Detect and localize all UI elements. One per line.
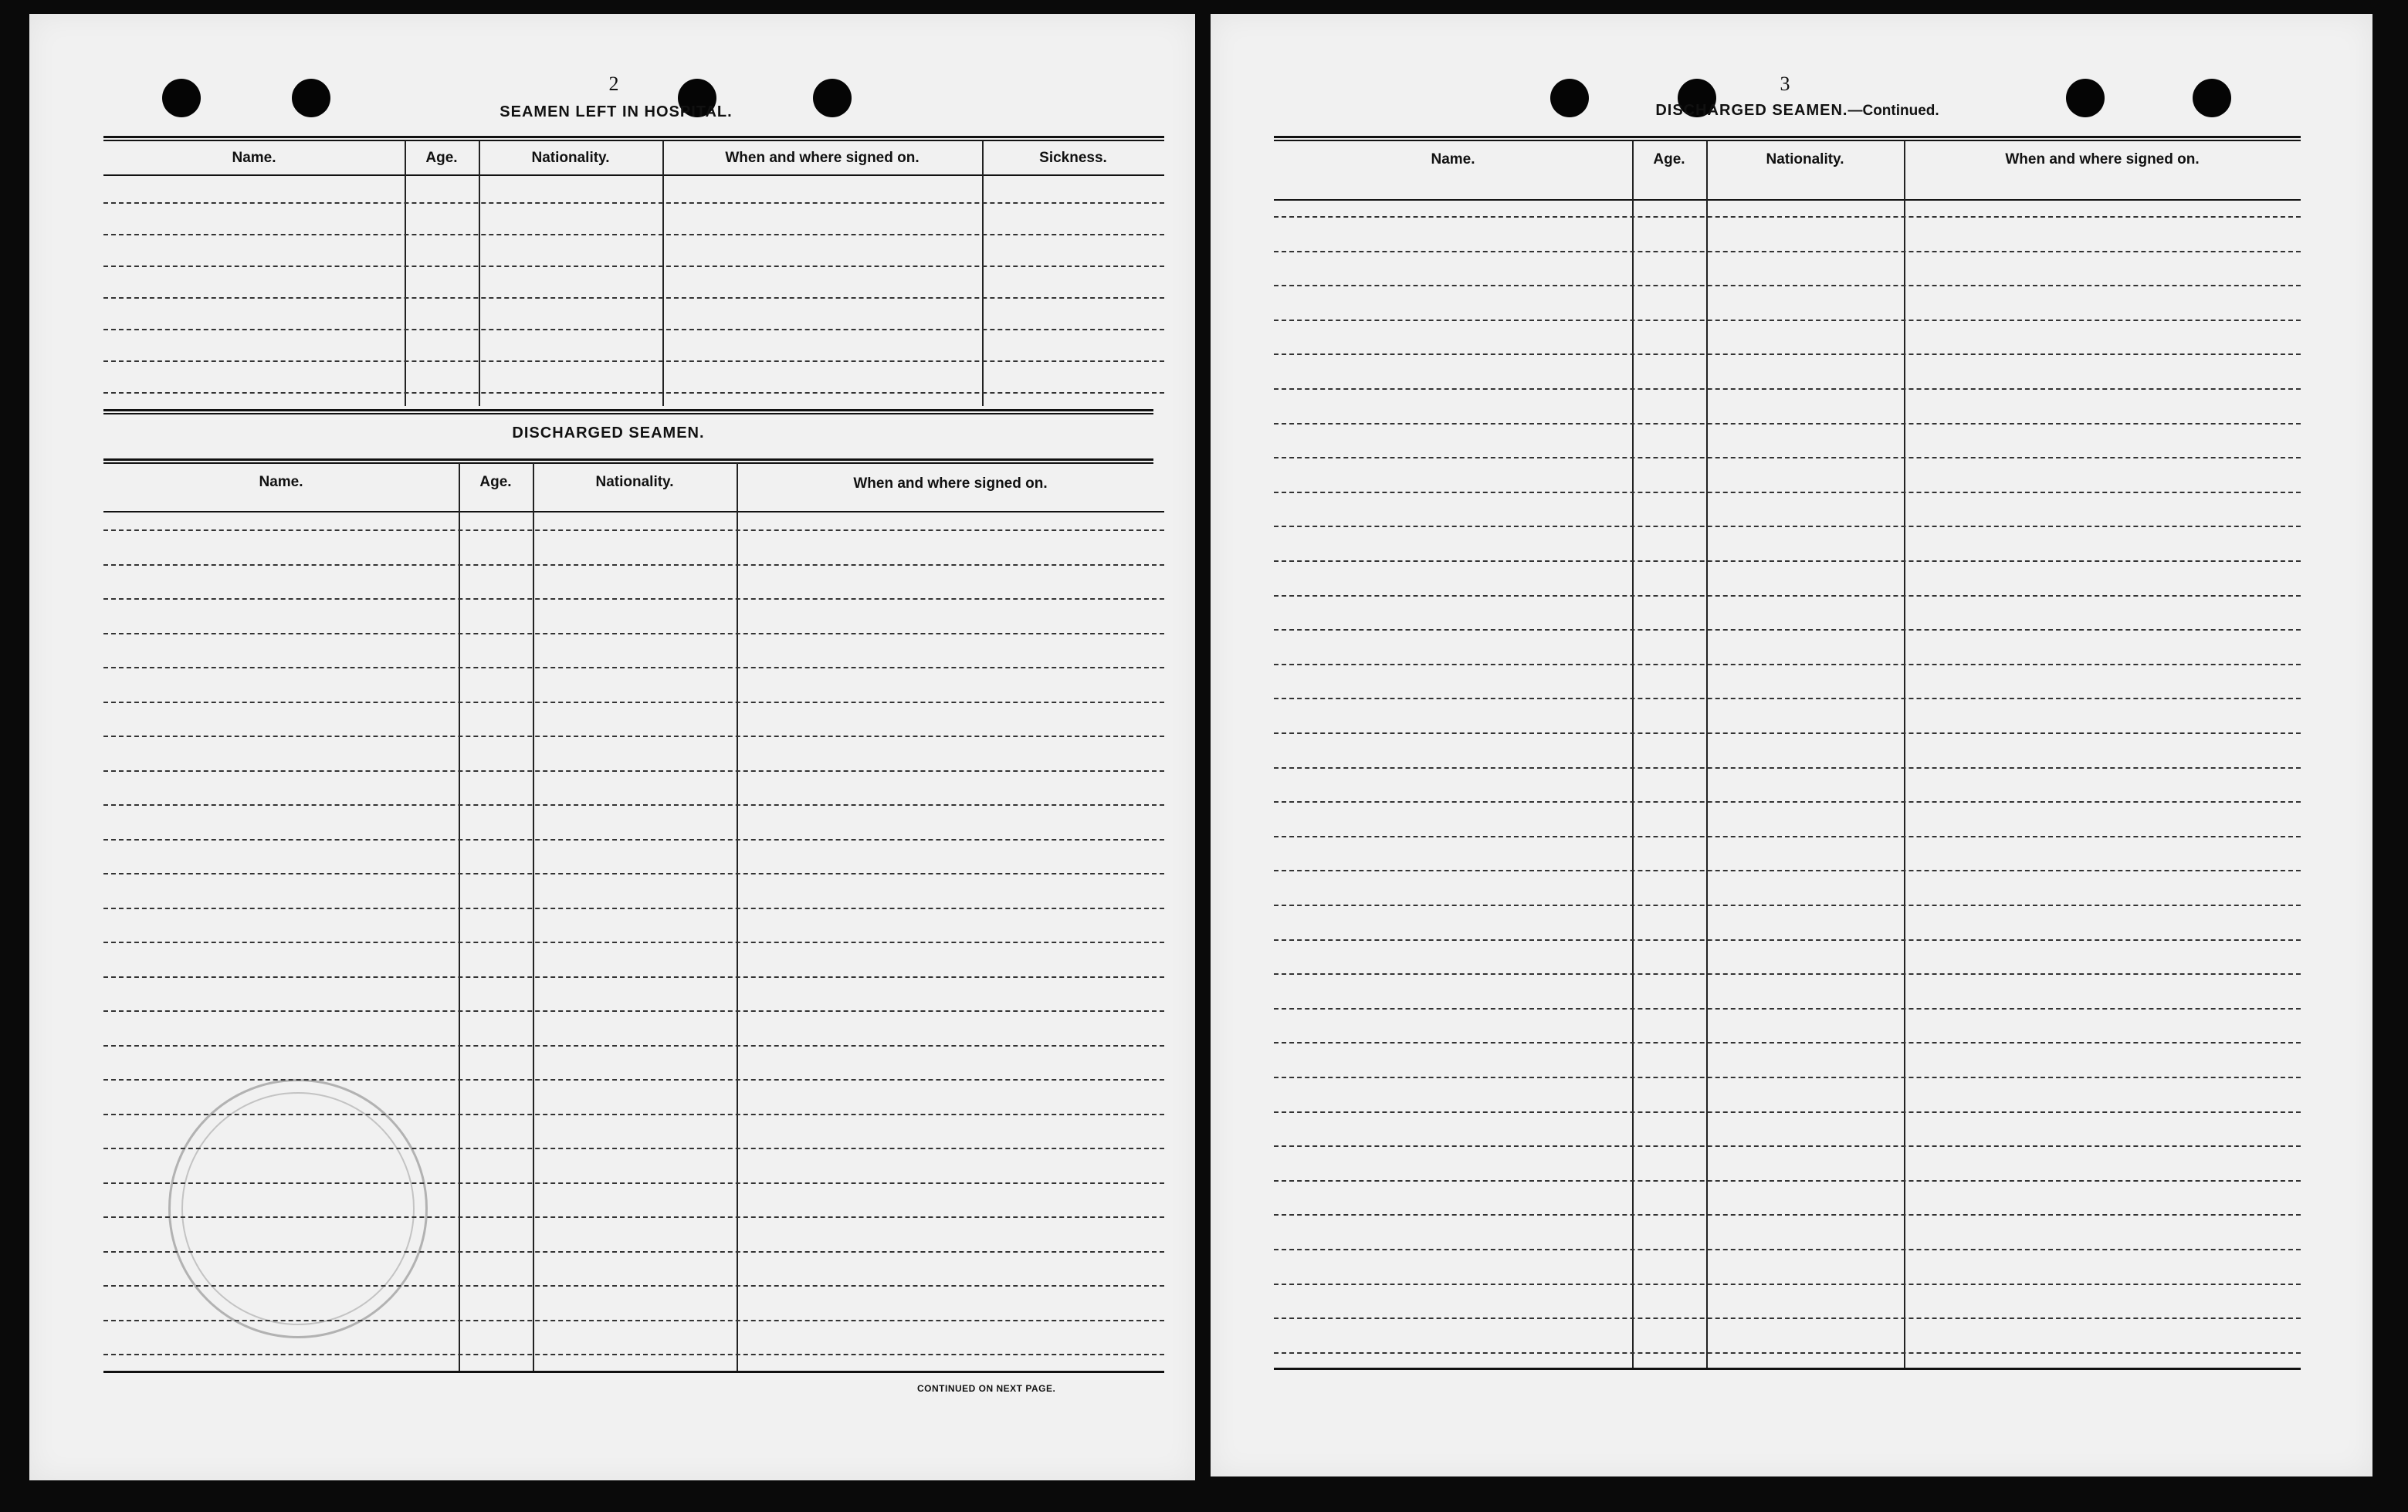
ruled-row — [103, 1010, 1164, 1012]
ruled-row — [103, 736, 1164, 737]
ruled-row — [1274, 595, 2301, 597]
ruled-row — [103, 234, 1164, 235]
ruled-row — [1274, 1145, 2301, 1147]
ruled-row — [1274, 836, 2301, 837]
hospital-col-sickness: Sickness. — [1039, 150, 1107, 166]
hospital-col-nationality: Nationality. — [531, 150, 610, 166]
page-number: 3 — [1780, 73, 1790, 95]
ruled-row — [1274, 629, 2301, 631]
ruled-row — [103, 770, 1164, 772]
ruled-row — [1274, 423, 2301, 425]
ruled-row — [1274, 1318, 2301, 1319]
ruled-row — [103, 529, 1164, 531]
ruled-row — [1274, 251, 2301, 252]
hospital-col-signed-on: When and where signed on. — [725, 150, 920, 166]
discharged-section-title: DISCHARGED SEAMEN. — [512, 425, 705, 441]
ruled-row — [103, 839, 1164, 841]
discharged-col-name: Name. — [259, 474, 303, 490]
ruled-row — [103, 202, 1164, 204]
ruled-row — [1274, 732, 2301, 734]
ruled-row — [103, 976, 1164, 978]
ruled-row — [1274, 216, 2301, 218]
ruled-row — [1274, 526, 2301, 527]
ruled-row — [1274, 870, 2301, 871]
ruled-row — [1274, 1180, 2301, 1182]
right-page — [1211, 14, 2372, 1476]
continued-col-nationality: Nationality. — [1766, 151, 1844, 167]
ruled-row — [103, 1079, 1164, 1081]
ruled-row — [103, 329, 1164, 330]
ruled-row — [1274, 1111, 2301, 1113]
continued-col-name: Name. — [1431, 151, 1475, 167]
discharged-table-top-rule — [103, 458, 1153, 464]
continued-col-signed-on: When and where signed on. — [2005, 151, 2200, 167]
discharged-continued-title-main: DISCHARGED SEAMEN. — [1655, 102, 1848, 119]
ruled-row — [1274, 1042, 2301, 1044]
discharged-header-rule — [103, 511, 1164, 512]
continued-col-divider — [1632, 140, 1634, 1369]
hospital-col-divider — [982, 140, 984, 406]
ruled-row — [1274, 664, 2301, 665]
discharged-continued-title — [1566, 102, 2029, 120]
ruled-row — [103, 804, 1164, 806]
punch-hole — [2193, 79, 2231, 117]
ruled-row — [103, 266, 1164, 267]
ruled-row — [1274, 388, 2301, 390]
discharged-col-nationality: Nationality. — [595, 474, 674, 490]
continued-note: CONTINUED ON NEXT PAGE. — [917, 1383, 1056, 1394]
hospital-col-divider — [479, 140, 480, 406]
discharged-col-age: Age. — [479, 474, 512, 490]
ruled-row — [1274, 285, 2301, 286]
punch-hole — [2066, 79, 2105, 117]
continued-table-top-rule — [1274, 136, 2301, 141]
ruled-row — [1274, 492, 2301, 493]
discharged-continued-title-suffix: —Continued. — [1847, 103, 1939, 119]
hospital-header-rule — [103, 174, 1164, 176]
hospital-col-divider — [405, 140, 406, 406]
ruled-row — [103, 564, 1164, 566]
ruled-row — [1274, 1077, 2301, 1078]
continued-col-divider — [1904, 140, 1905, 1369]
ruled-row — [103, 873, 1164, 874]
ruled-row — [1274, 457, 2301, 458]
ruled-row — [1274, 905, 2301, 906]
page-number: 2 — [608, 73, 619, 95]
ruled-row — [103, 1045, 1164, 1047]
discharged-table-bottom-rule — [103, 1371, 1164, 1373]
continued-header-rule — [1274, 199, 2301, 201]
ruled-row — [1274, 1352, 2301, 1354]
ruled-row — [103, 702, 1164, 703]
hospital-section-title: SEAMEN LEFT IN HOSPITAL. — [500, 103, 733, 120]
hospital-table-top-rule — [103, 136, 1164, 141]
official-stamp — [168, 1079, 428, 1338]
discharged-title-top-rule — [103, 409, 1153, 414]
ruled-row — [103, 633, 1164, 634]
ruled-row — [1274, 1214, 2301, 1216]
ruled-row — [1274, 801, 2301, 803]
ruled-row — [103, 942, 1164, 943]
continued-col-divider — [1706, 140, 1708, 1369]
punch-hole — [162, 79, 201, 117]
ruled-row — [1274, 1249, 2301, 1250]
left-page — [29, 14, 1195, 1480]
ruled-row — [103, 297, 1164, 299]
ruled-row — [1274, 353, 2301, 355]
ruled-row — [1274, 698, 2301, 699]
hospital-col-name: Name. — [232, 150, 276, 166]
ruled-row — [1274, 320, 2301, 321]
continued-table-bottom-rule — [1274, 1368, 2301, 1370]
continued-col-age: Age. — [1653, 151, 1685, 167]
ruled-row — [1274, 939, 2301, 941]
hospital-col-divider — [662, 140, 664, 406]
ruled-row — [103, 908, 1164, 909]
ruled-row — [103, 667, 1164, 668]
ruled-row — [1274, 560, 2301, 562]
ruled-row — [1274, 767, 2301, 769]
ruled-row — [1274, 1008, 2301, 1010]
discharged-col-signed-on: When and where signed on. — [853, 475, 1048, 492]
ruled-row — [1274, 973, 2301, 975]
ruled-row — [103, 360, 1164, 362]
ruled-row — [103, 598, 1164, 600]
hospital-col-age: Age. — [425, 150, 458, 166]
ruled-row — [1274, 1284, 2301, 1285]
ruled-row — [103, 1354, 1164, 1355]
ruled-row — [103, 392, 1164, 394]
